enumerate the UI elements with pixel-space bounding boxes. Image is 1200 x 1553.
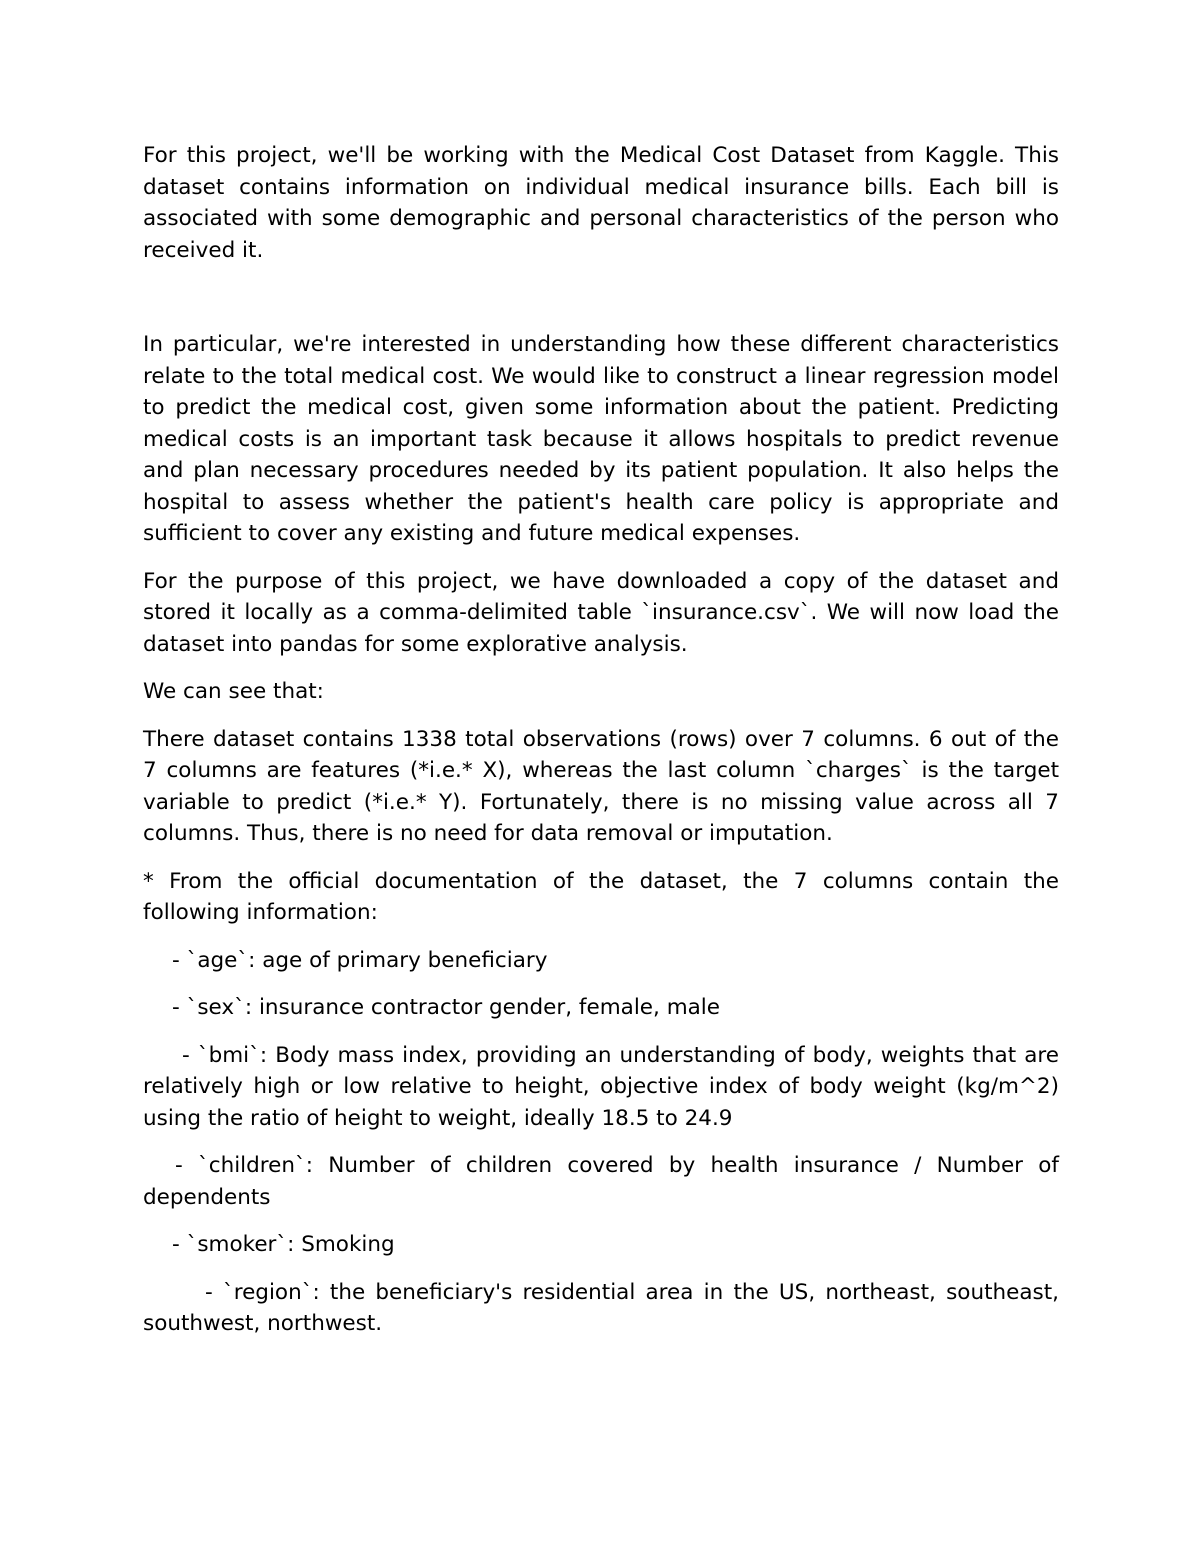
column-item-age: - `age`: age of primary beneficiary xyxy=(172,947,548,973)
purpose-paragraph: For the purpose of this project, we have downloaded a copy of the dataset and stored it locally as a comma-delimited table `insurance.csv`. We will now load the dataset into pandas for some explorative analysis. xyxy=(143,568,1059,657)
observations-paragraph: There dataset contains 1338 total observations (rows) over 7 columns. 6 out of the 7 columns are features (*i.e.* X), whereas the last column `charges` is the target variable to predict (*i.e.* Y). Fortunately, there is no missing value across all 7 columns. Thus, there is no need for data removal or imputation. xyxy=(143,726,1059,846)
column-item-bmi: - `bmi`: Body mass index, providing an understanding of body, weights that are relatively high or low relative to height, objective index of body weight (kg/m^2) using the ratio of height to weight, ideally 18.5 to 24.9 xyxy=(143,1042,1059,1131)
column-item-children: - `children`: Number of children covered by health insurance / Number of dependents xyxy=(143,1153,1059,1210)
column-item-smoker: - `smoker`: Smoking xyxy=(172,1232,395,1257)
documentation-paragraph: * From the official documentation of the dataset, the 7 columns contain the following information: xyxy=(143,868,1059,925)
document-body xyxy=(143,140,1059,1340)
column-item-region: - `region`: the beneficiary's residential area in the US, northeast, southeast, southwest, northwest. xyxy=(143,1279,1059,1336)
column-item-sex: - `sex`: insurance contractor gender, female, male xyxy=(172,995,721,1020)
interest-paragraph: In particular, we're interested in understanding how these different characteristics relate to the total medical cost. We would like to construct a linear regression model to predict the medical cost, given some information about the patient. Predicting medical costs is an important task because it allows hospitals to predict revenue and plan necessary procedures needed by its patient population. It also helps the hospital to assess whether the patient's health care policy is appropriate and sufficient to cover any existing and future medical expenses. xyxy=(143,332,1059,546)
intro-paragraph: For this project, we'll be working with the Medical Cost Dataset from Kaggle. This dataset contains information on individual medical insurance bills. Each bill is associated with some demographic and personal characteristics of the person who received it. xyxy=(143,143,1059,263)
observation-lead: We can see that: xyxy=(143,679,324,704)
